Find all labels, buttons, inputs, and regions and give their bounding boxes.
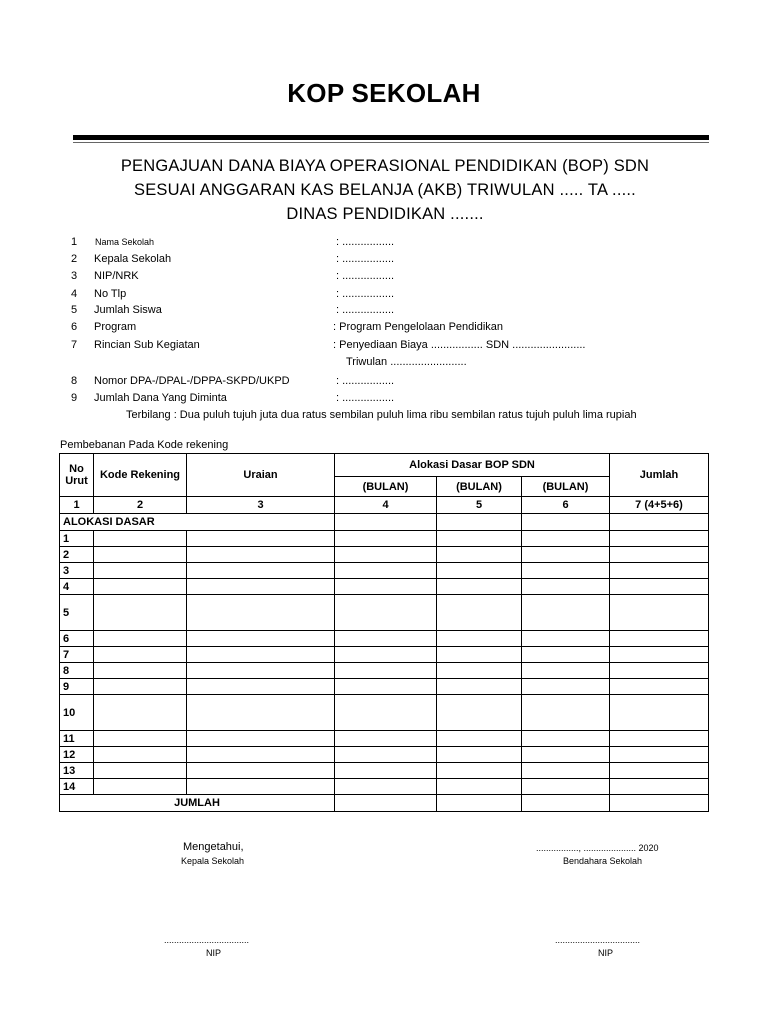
table-cell [335, 647, 437, 663]
table-cell [187, 631, 335, 647]
field-value: : ................. [336, 392, 395, 404]
table-cell [335, 747, 437, 763]
row-number: 11 [60, 731, 94, 747]
row-number: 8 [60, 663, 94, 679]
table-cell [437, 747, 522, 763]
title-line-2: SESUAI ANGGARAN KAS BELANJA (AKB) TRIWULAN ..... TA ..... [134, 181, 636, 199]
field-no: 4 [71, 288, 78, 300]
table-cell [335, 779, 437, 795]
header-kode-rekening: Kode Rekening [94, 454, 187, 497]
field-value: : Penyediaan Biaya ................. SDN ........................ [333, 339, 586, 351]
table-cell [522, 631, 610, 647]
table-cell [335, 763, 437, 779]
title-line-3: DINAS PENDIDIKAN ....... [286, 205, 484, 223]
field-no: 5 [71, 304, 78, 316]
header-jumlah: Jumlah [610, 454, 709, 497]
field-label: Rincian Sub Kegiatan [94, 339, 200, 351]
field-label: Kepala Sekolah [94, 253, 172, 265]
table-cell [94, 695, 187, 731]
letterhead-rule-thick [73, 135, 709, 140]
table-cell [187, 695, 335, 731]
table-cell [522, 679, 610, 695]
table-cell [335, 731, 437, 747]
table-cell [522, 547, 610, 563]
header-bulan: (BULAN) [522, 477, 610, 497]
table-cell [437, 563, 522, 579]
field-label: Jumlah Dana Yang Diminta [94, 392, 227, 404]
table-row [60, 579, 709, 595]
row-number: 5 [60, 595, 94, 631]
field-no: 1 [71, 236, 78, 248]
table-cell [335, 679, 437, 695]
table-row [60, 631, 709, 647]
table-cell [94, 731, 187, 747]
table-cell [610, 595, 709, 631]
table-row [60, 695, 709, 731]
col-number: 7 (4+5+6) [610, 497, 709, 514]
table-row [60, 563, 709, 579]
left-nip-label: NIP [206, 948, 222, 958]
table-cell [610, 779, 709, 795]
table-cell [187, 747, 335, 763]
total-cell [522, 795, 610, 812]
table-cell [94, 747, 187, 763]
kop-sekolah-heading: KOP SEKOLAH [287, 78, 481, 108]
col-number: 5 [437, 497, 522, 514]
table-cell [94, 579, 187, 595]
table-cell [335, 547, 437, 563]
table-cell [522, 695, 610, 731]
field-no: 9 [71, 392, 78, 404]
table-cell [610, 647, 709, 663]
table-cell [94, 647, 187, 663]
table-cell [187, 563, 335, 579]
table-cell [335, 695, 437, 731]
header-bulan: (BULAN) [437, 477, 522, 497]
table-cell [437, 595, 522, 631]
field-no: 3 [71, 270, 78, 282]
table-cell [335, 531, 437, 547]
field-value-continuation: Triwulan ......................... [346, 356, 467, 368]
field-label: NIP/NRK [94, 270, 139, 282]
row-number: 12 [60, 747, 94, 763]
table-cell [522, 579, 610, 595]
table-row [60, 647, 709, 663]
table-cell [437, 579, 522, 595]
table-cell [610, 547, 709, 563]
table-cell [610, 763, 709, 779]
table-cell [94, 563, 187, 579]
section-alokasi-dasar: ALOKASI DASAR [60, 514, 335, 531]
table-row [60, 779, 709, 795]
table-cell [94, 531, 187, 547]
kepala-sekolah-label: Kepala Sekolah [181, 856, 245, 866]
pembebanan-label: Pembebanan Pada Kode rekening [60, 439, 229, 451]
field-no: 7 [71, 339, 78, 351]
table-cell [335, 563, 437, 579]
table-cell [437, 763, 522, 779]
table-cell [610, 579, 709, 595]
table-row [60, 747, 709, 763]
table-cell [187, 731, 335, 747]
table-cell [187, 595, 335, 631]
table-cell [610, 695, 709, 731]
table-cell [522, 747, 610, 763]
total-row [60, 795, 709, 812]
row-number: 6 [60, 631, 94, 647]
field-value: : Program Pengelolaan Pendidikan [333, 321, 504, 333]
table-cell [437, 547, 522, 563]
table-cell [437, 531, 522, 547]
total-cell [610, 795, 709, 812]
mengetahui-label: Mengetahui, [183, 841, 244, 853]
table-cell [610, 731, 709, 747]
table-cell [522, 731, 610, 747]
table-cell [522, 779, 610, 795]
field-value: : ................. [336, 288, 395, 300]
field-label: No Tlp [94, 288, 127, 300]
row-number: 1 [60, 531, 94, 547]
table-cell [187, 779, 335, 795]
table-row [60, 531, 709, 547]
table-cell [522, 563, 610, 579]
table-cell [94, 663, 187, 679]
table-row [60, 595, 709, 631]
field-label: Nama Sekolah [95, 237, 155, 247]
table-cell [610, 747, 709, 763]
table-cell [94, 779, 187, 795]
table-cell [335, 631, 437, 647]
right-nip-label: NIP [598, 948, 614, 958]
left-signature-line: .................................. [164, 935, 250, 945]
field-no: 2 [71, 253, 78, 265]
bendahara-label: Bendahara Sekolah [563, 856, 643, 866]
field-label: Nomor DPA-/DPAL-/DPPA-SKPD/UKPD [94, 375, 290, 387]
field-no: 8 [71, 375, 78, 387]
table-row [60, 731, 709, 747]
total-cell [335, 795, 437, 812]
table-cell [335, 579, 437, 595]
field-value: : ................. [336, 304, 395, 316]
document-title [60, 154, 710, 226]
field-value: : ................. [336, 236, 395, 248]
table-row [60, 679, 709, 695]
total-label: JUMLAH [60, 795, 335, 812]
table-cell [437, 731, 522, 747]
date-place-line: ................., ..................... 2020 [536, 843, 659, 853]
title-line-1: PENGAJUAN DANA BIAYA OPERASIONAL PENDIDIKAN (BOP) SDN [120, 157, 650, 175]
table-cell [187, 579, 335, 595]
header-bulan: (BULAN) [335, 477, 437, 497]
table-row [60, 763, 709, 779]
header-alokasi: Alokasi Dasar BOP SDN [335, 454, 610, 477]
column-number-row [60, 497, 709, 514]
row-number: 14 [60, 779, 94, 795]
col-number: 6 [522, 497, 610, 514]
table-cell [437, 647, 522, 663]
table-cell [187, 531, 335, 547]
terbilang-text: Terbilang : Dua puluh tujuh juta dua ratus sembilan puluh lima ribu sembilan ratus tujuh puluh lima rupiah [126, 409, 637, 421]
row-number: 2 [60, 547, 94, 563]
table-cell [187, 663, 335, 679]
col-number: 3 [187, 497, 335, 514]
table-cell [522, 663, 610, 679]
budget-table [59, 453, 709, 812]
field-label: Program [94, 321, 137, 333]
row-number: 13 [60, 763, 94, 779]
table-cell [437, 679, 522, 695]
table-cell [610, 679, 709, 695]
field-no: 6 [71, 321, 78, 333]
table-cell [610, 663, 709, 679]
table-cell [522, 531, 610, 547]
field-value: : ................. [336, 375, 395, 387]
letterhead-rule-thin [73, 142, 709, 143]
table-cell [94, 595, 187, 631]
right-signature-line: .................................. [555, 935, 641, 945]
field-value: : ................. [336, 253, 395, 265]
table-cell [187, 763, 335, 779]
table-row [60, 547, 709, 563]
section-row [60, 514, 709, 531]
col-number: 1 [60, 497, 94, 514]
header-no-urut: No Urut [60, 454, 94, 497]
table-cell [437, 663, 522, 679]
table-cell [522, 647, 610, 663]
table-cell [187, 679, 335, 695]
table-cell [94, 547, 187, 563]
field-value: : ................. [336, 270, 395, 282]
table-cell [610, 531, 709, 547]
table-cell [187, 647, 335, 663]
col-number: 2 [94, 497, 187, 514]
row-number: 7 [60, 647, 94, 663]
table-cell [335, 595, 437, 631]
table-cell [335, 663, 437, 679]
col-number: 4 [335, 497, 437, 514]
table-cell [437, 779, 522, 795]
table-cell [610, 563, 709, 579]
table-cell [187, 547, 335, 563]
table-cell [522, 763, 610, 779]
header-uraian: Uraian [187, 454, 335, 497]
table-row [60, 663, 709, 679]
field-label: Jumlah Siswa [94, 304, 162, 316]
row-number: 10 [60, 695, 94, 731]
table-cell [94, 679, 187, 695]
total-cell [437, 795, 522, 812]
row-number: 3 [60, 563, 94, 579]
row-number: 4 [60, 579, 94, 595]
table-cell [437, 631, 522, 647]
table-cell [610, 631, 709, 647]
table-cell [94, 631, 187, 647]
row-number: 9 [60, 679, 94, 695]
table-cell [437, 695, 522, 731]
table-cell [94, 763, 187, 779]
table-cell [522, 595, 610, 631]
